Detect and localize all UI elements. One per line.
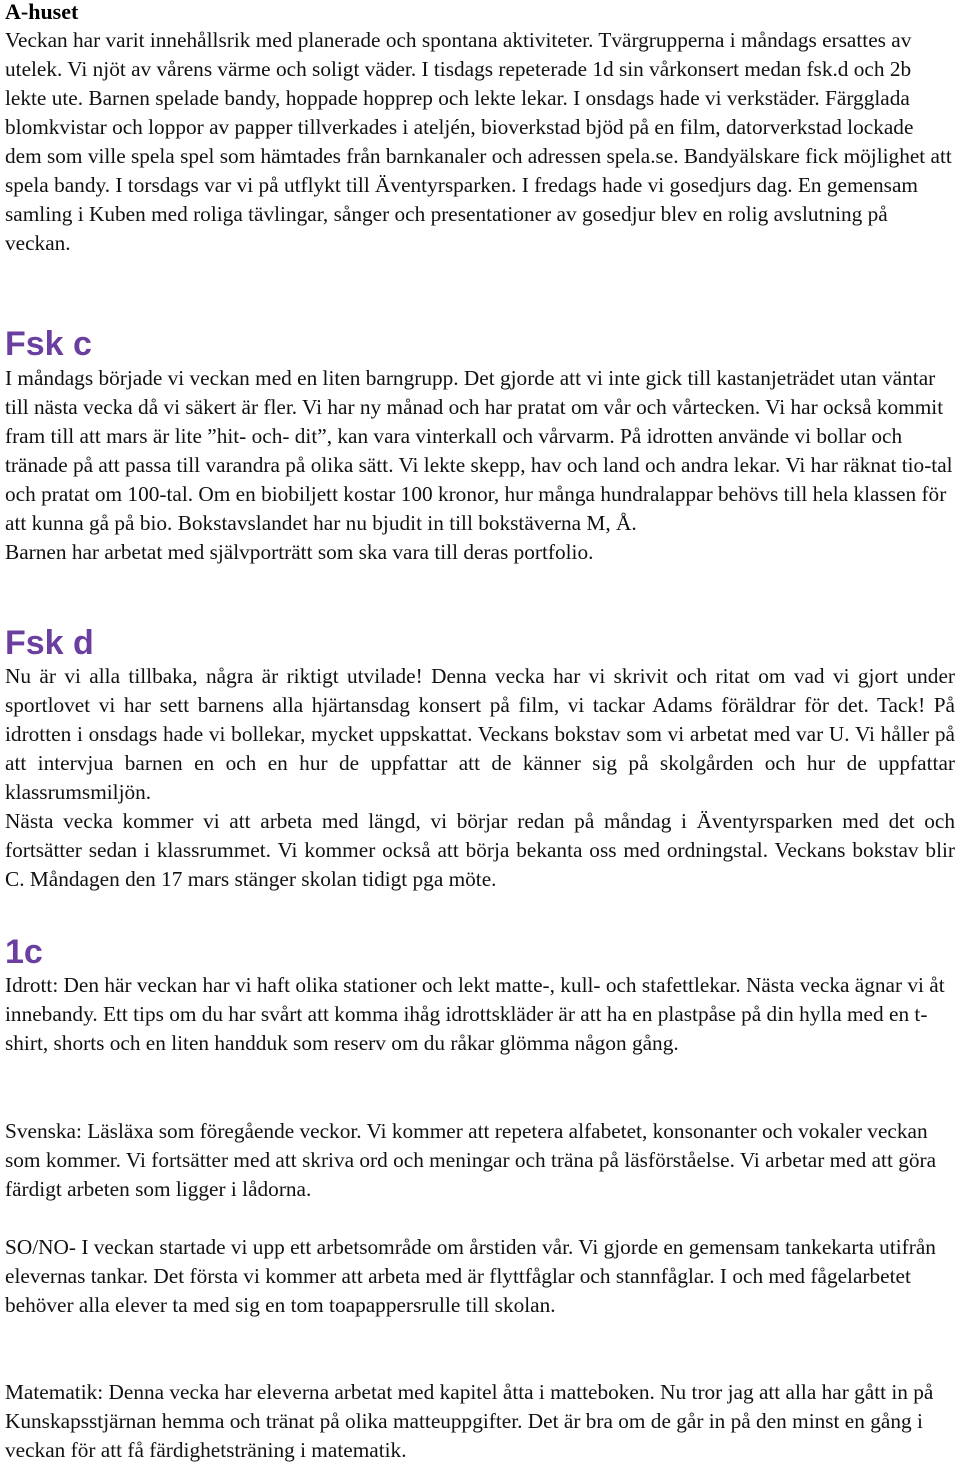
- section-heading-1c: 1c: [5, 933, 43, 971]
- a-huset-paragraph: Veckan har varit innehållsrik med planerade och spontana aktiviteter. Tvärgrupperna i måndags ersattes av utelek. Vi njöt av vårens värme och soligt väder. I tisdags repeterade 1d sin vårkonsert medan fsk.d och 2b lekte ute. Barnen spelade bandy, hoppade hopprep och lekte lekar. I onsdags hade vi verkstäder. Färgglada blomkvistar och loppor av papper tillverkades i ateljén, bioverkstad bjöd på en film, datorverkstad lockade dem som ville spela spel som hämtades från barnkanaler och adressen spela.se. Bandyälskare fick möjlighet att spela bandy. I torsdags var vi på utflykt till Äventyrsparken. I fredags hade vi gosedjurs dag. En gemensam samling i Kuben med roliga tävlingar, sånger och presentationer av gosedjur blev en rolig avslutning på veckan.: [5, 28, 952, 255]
- 1c-so-no-paragraph: SO/NO- I veckan startade vi upp ett arbetsområde om årstiden vår. Vi gjorde en gemensam tankekarta utifrån elevernas tankar. Det första vi kommer att arbeta med är flyttfåglar och stannfåglar. I och med fågelarbetet behöver alla elever ta med sig en tom toapappersrulle till skolan.: [5, 1235, 936, 1317]
- section-heading-fsk-c: Fsk c: [5, 325, 92, 363]
- section-heading-fsk-d: Fsk d: [5, 624, 94, 662]
- fsk-c-paragraph: I måndags började vi veckan med en liten barngrupp. Det gjorde att vi inte gick till kastanjeträdet utan väntar till nästa vecka då vi säkert är fler. Vi har ny månad och har pratat om vår och vårtecken. Vi har också kommit fram till att mars är lite ”hit- och- dit”, kan vara vinterkall och vårvarm. På idrotten använde vi bollar och tränade på att passa till varandra på olika sätt. Vi lekte skepp, hav och land och andra lekar. Vi har räknat tio-tal och pratat om 100-tal. Om en biobiljett kostar 100 kronor, hur många hundralappar behövs till hela klassen för att kunna gå på bio. Bokstavslandet har nu bjudit in till bokstäverna M, Å.: [5, 366, 953, 535]
- 1c-idrott-paragraph: Idrott: Den här veckan har vi haft olika stationer och lekt matte-, kull- och stafettlekar. Nästa vecka ägnar vi åt innebandy. Ett tips om du har svårt att komma ihåg idrottskläder är att ha en plastpåse på din hylla med en t-shirt, shorts och en liten handduk som reserv om du råkar glömma någon gång.: [5, 973, 945, 1055]
- 1c-idrott: [5, 971, 955, 1058]
- section-heading-a-huset: A-huset: [5, 0, 79, 24]
- 1c-matematik-paragraph: Matematik: Denna vecka har eleverna arbetat med kapitel åtta i matteboken. Nu tror jag att alla har gått in på Kunskapsstjärnan hemma och tränat på olika matteuppgifter. Det är bra om de går in på den minst en gång i veckan för att få färdighetsträning i matematik.: [5, 1380, 934, 1462]
- a-huset-body: [5, 26, 955, 258]
- fsk-d-paragraph: Nu är vi alla tillbaka, några är riktigt utvilade! Denna vecka har vi skrivit och ritat om vad vi gjort under sportlovet vi har sett barnens alla hjärtansdag konsert på film, vi tackar Adams föräldrar för det. Tack! På idrotten i onsdags hade vi bollekar, mycket uppskattat. Veckans bokstav som vi arbetat med var U. Vi håller på att intervjua barnen en och en hur de uppfattar att de känner sig på skolgården och hur de uppfattar klassrumsmiljön.: [5, 664, 955, 804]
- 1c-matematik: [5, 1378, 955, 1465]
- 1c-svenska: [5, 1117, 955, 1204]
- fsk-d-paragraph-2: Nästa vecka kommer vi att arbeta med längd, vi börjar redan på måndag i Äventyrsparken med det och fortsätter sedan i klassrummet. Vi kommer också att börja bekanta oss med ordningstal. Veckans bokstav blir C. Måndagen den 17 mars stänger skolan tidigt pga möte.: [5, 809, 955, 891]
- fsk-c-body: [5, 364, 955, 567]
- fsk-d-body: [5, 662, 955, 894]
- 1c-so-no: [5, 1233, 955, 1320]
- fsk-c-paragraph-2: Barnen har arbetat med självporträtt som ska vara till deras portfolio.: [5, 540, 594, 564]
- 1c-svenska-paragraph: Svenska: Läsläxa som föregående veckor. Vi kommer att repetera alfabetet, konsonanter och vokaler veckan som kommer. Vi fortsätter med att skriva ord och meningar och träna på läsförståelse. Vi arbetar med att göra färdigt arbeten som ligger i lådorna.: [5, 1119, 937, 1201]
